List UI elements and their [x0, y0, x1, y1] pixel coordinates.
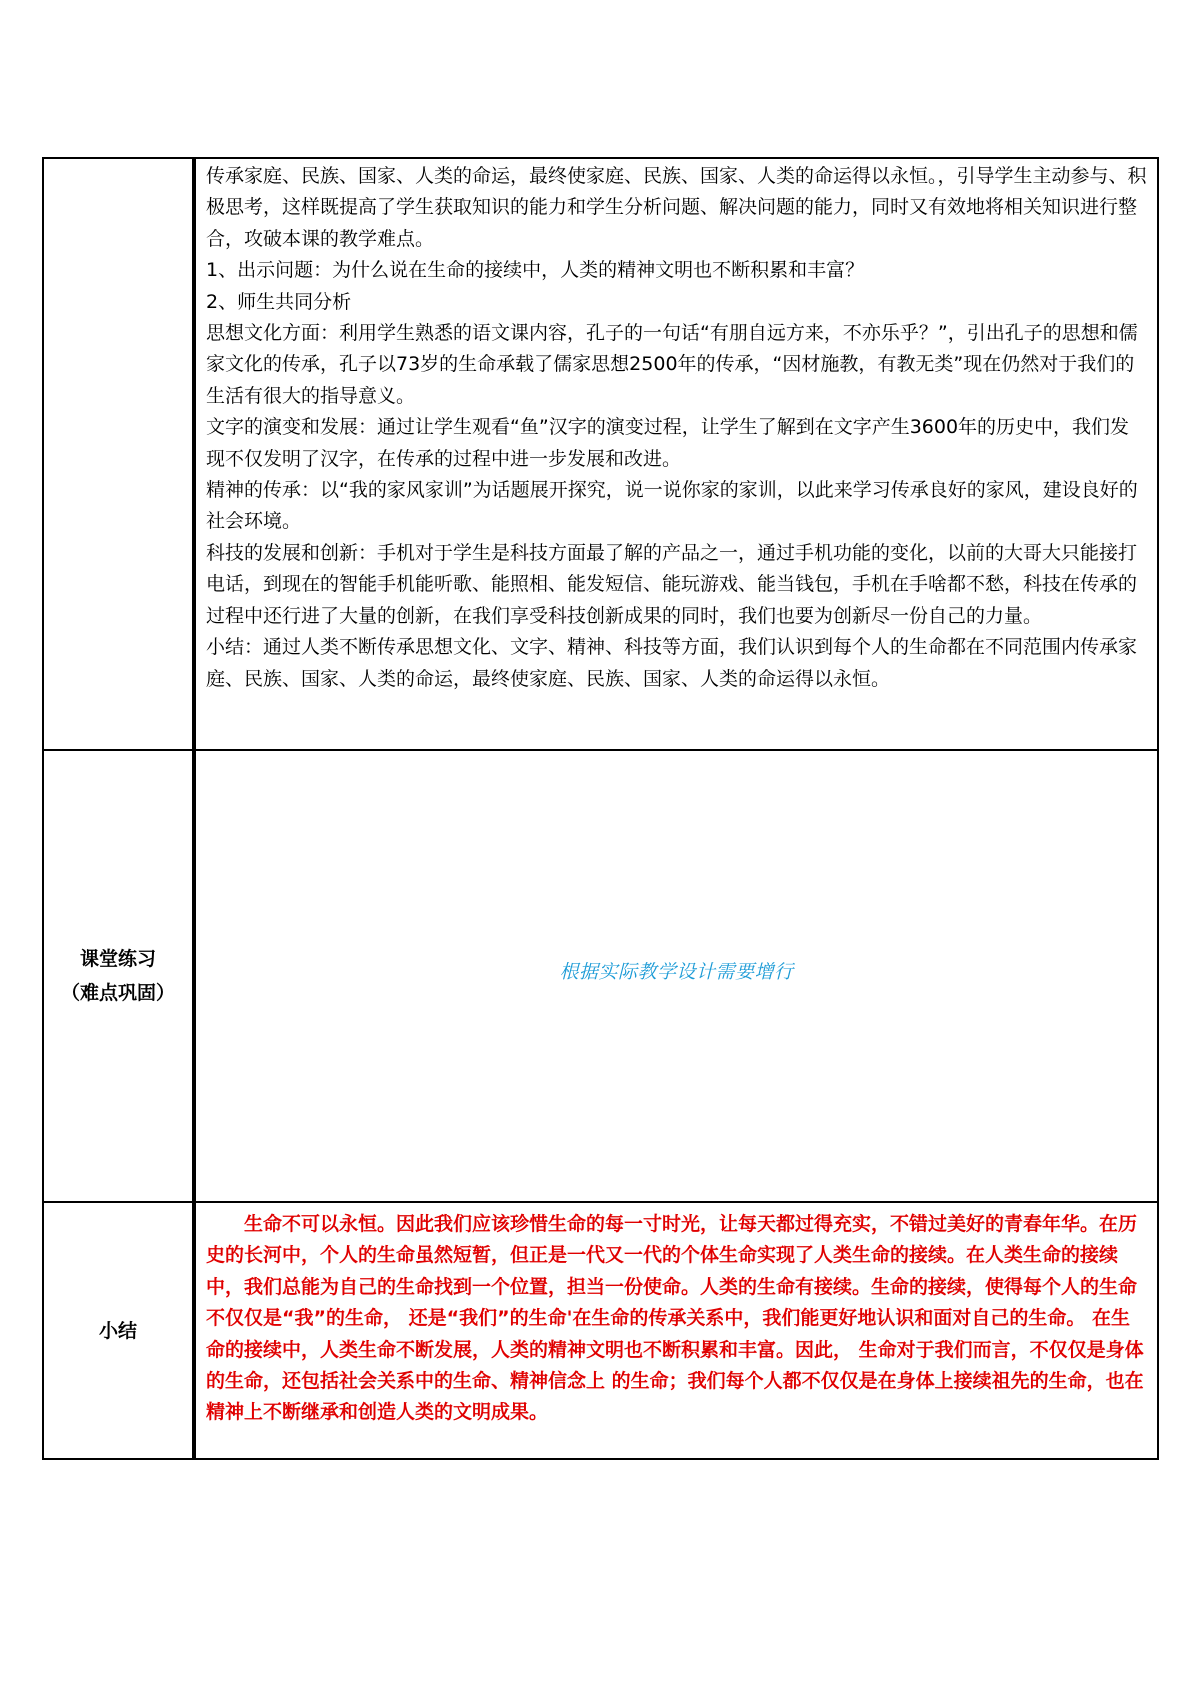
- row-label-empty: [44, 159, 196, 749]
- summary-text: 生命不可以永恒。因此我们应该珍惜生命的每一寸时光，让每天都过得充实，不错过美好的青春年华。在历史的长河中，个人的生命虽然短暂，但正是一代又一代的个体生命实现了人类生命的接续。在人类生命的接续中，我们总能为自己的生命找到一个位置，担当一份使命。人类的生命有接续。生命的接续，使得每个人的生命不仅仅是“我”的生命， 还是“我们”的生命'在生命的传承关系中，我们能更好地认识和面对自己的生命。 在生命的接续中，人类生命不断发展，人类的精神文明也不断积累和丰富。因此， 生命对于我们而言，不仅仅是身体的生命，还包括社会关系中的生命、精神信念上 的生命；我们每个人都不仅仅是在身体上接续祖先的生命，也在精神上不断继承和创造人类的文明成果。: [206, 1213, 1144, 1424]
- table-row-analysis: [44, 159, 1159, 751]
- summary-content-cell: [196, 1203, 1159, 1458]
- paragraph-spirit: 精神的传承：以“我的家风家训”为话题展开探究，说一说你家的家训，以此来学习传承良好的家风，建设良好的社会环境。: [206, 479, 1138, 533]
- practice-label-line2: （难点巩固）: [60, 982, 175, 1004]
- row-label-practice: [44, 751, 196, 1201]
- add-rows-hint: 根据实际教学设计需要增行: [559, 961, 794, 984]
- lesson-plan-table: [42, 157, 1159, 1460]
- table-row-practice: [44, 751, 1159, 1203]
- paragraph-conclusion: 小结：通过人类不断传承思想文化、文字、精神、科技等方面，我们认识到每个人的生命都在不同范围内传承家庭、民族、国家、人类的命运，最终使家庭、民族、国家、人类的命运得以永恒。: [206, 636, 1138, 690]
- paragraph-culture: 思想文化方面：利用学生熟悉的语文课内容，孔子的一句话“有朋自远方来，不亦乐乎？”，引出孔子的思想和儒家文化的传承，孔子以73岁的生命承载了儒家思想2500年的传承，“因材施教，有教无类”现在仍然对于我们的生活有很大的指导意义。: [206, 322, 1138, 407]
- row-label-summary: 小结: [44, 1203, 196, 1458]
- paragraph-question: 1、出示问题：为什么说在生命的接续中，人类的精神文明也不断积累和丰富？: [206, 259, 865, 282]
- paragraph-intro: 传承家庭、民族、国家、人类的命运，最终使家庭、民族、国家、人类的命运得以永恒。，引导学生主动参与、积极思考，这样既提高了学生获取知识的能力和学生分析问题、解决问题的能力，同时又有效地将相关知识进行整合，攻破本课的教学难点。: [206, 165, 1147, 250]
- practice-content-cell: [196, 751, 1159, 1201]
- paragraph-analysis-heading: 2、师生共同分析: [206, 290, 352, 313]
- practice-label-line1: 课堂练习: [79, 948, 156, 970]
- paragraph-characters: 文字的演变和发展：通过让学生观看“鱼”汉字的演变过程，让学生了解到在文字产生3600年的历史中，我们发现不仅发明了汉字，在传承的过程中进一步发展和改进。: [206, 416, 1130, 470]
- analysis-content-cell: [196, 159, 1159, 749]
- paragraph-technology: 科技的发展和创新：手机对于学生是科技方面最了解的产品之一，通过手机功能的变化，以前的大哥大只能接打电话，到现在的智能手机能听歌、能照相、能发短信、能玩游戏、能当钱包，手机在手啥都不愁，科技在传承的过程中还行进了大量的创新，在我们享受科技创新成果的同时，我们也要为创新尽一份自己的力量。: [206, 541, 1138, 627]
- table-row-summary: [44, 1203, 1159, 1460]
